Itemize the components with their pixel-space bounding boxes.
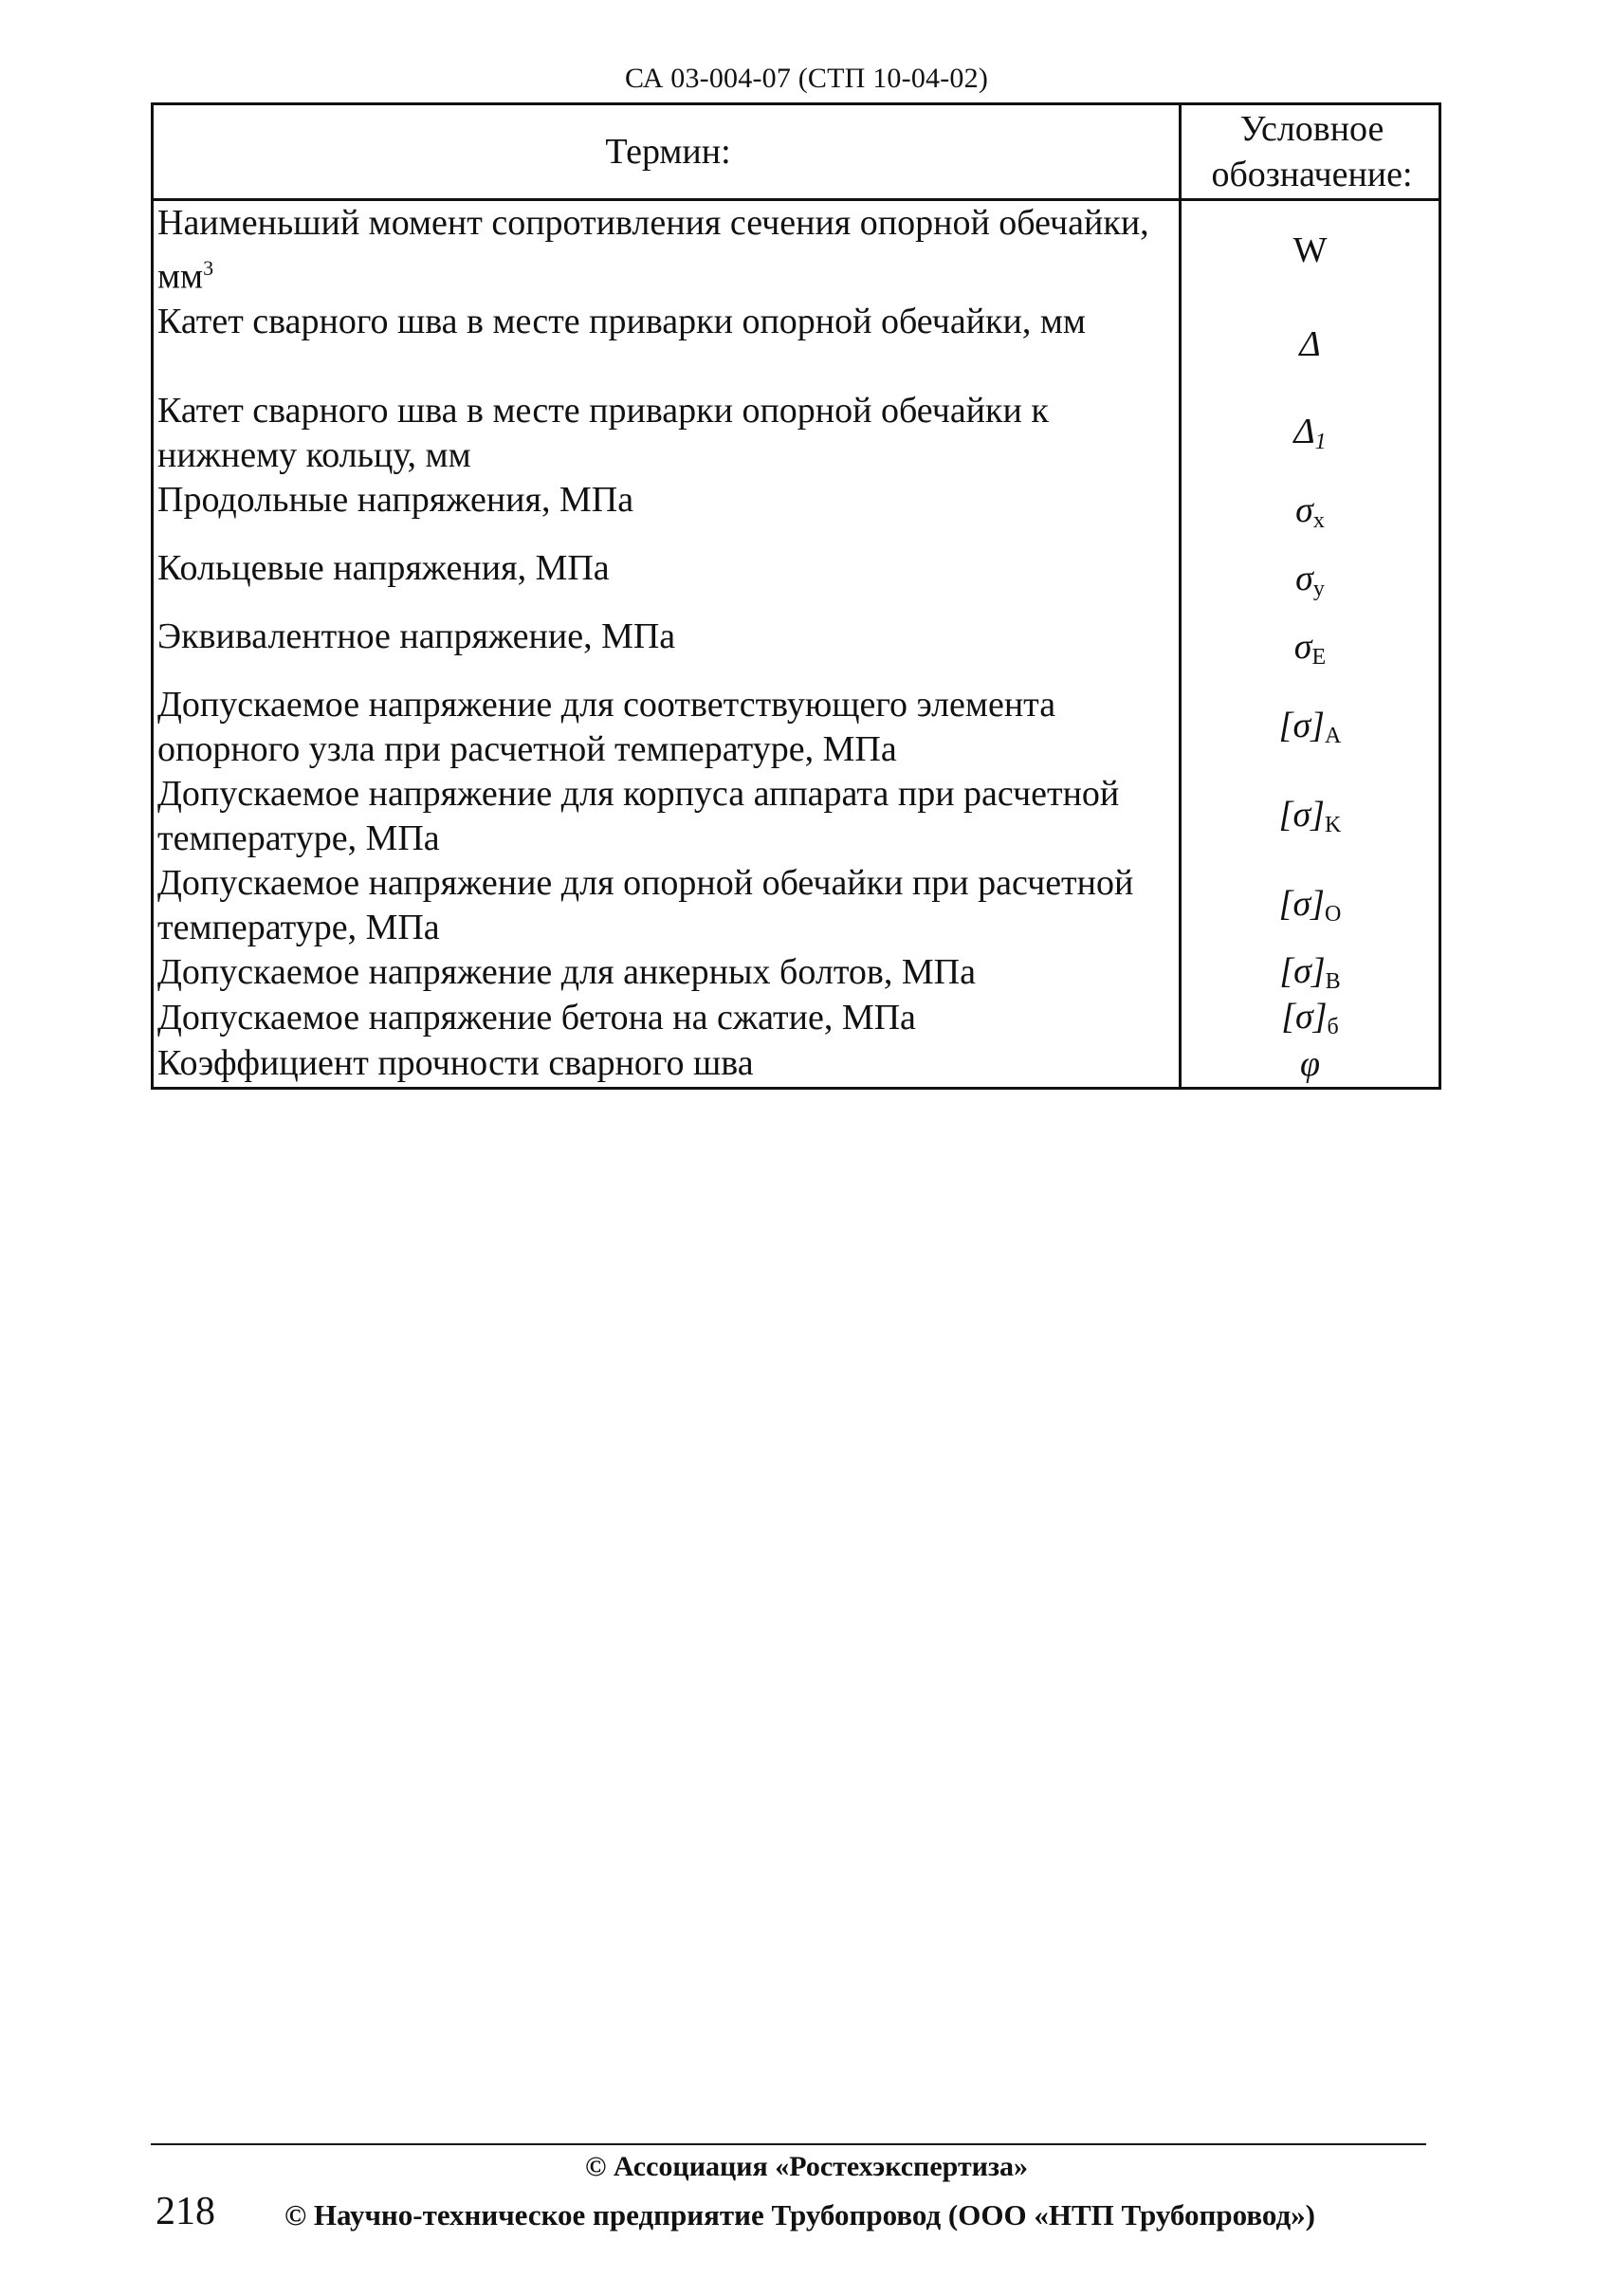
symbol-cell xyxy=(1181,389,1440,478)
symbol-subscript: 1 xyxy=(1314,430,1327,455)
term-cell xyxy=(153,389,1181,478)
column-header-term: Термин: xyxy=(153,104,1181,200)
term-text: Допускаемое напряжение для опорной обечайки при расчетной температуре, МПа xyxy=(157,862,1134,947)
symbol-subscript: A xyxy=(1324,724,1342,749)
symbol-text: [σ] xyxy=(1281,997,1328,1038)
symbol-subscript: O xyxy=(1324,902,1342,928)
table-row xyxy=(153,200,1440,300)
term-cell xyxy=(153,772,1181,861)
document-code: СА 03-004-07 (СТП 10-04-02) xyxy=(624,63,989,94)
term-cell xyxy=(153,996,1181,1041)
symbol-subscript: K xyxy=(1324,813,1342,838)
term-cell xyxy=(153,615,1181,683)
term-cell xyxy=(153,861,1181,950)
symbol-cell xyxy=(1181,861,1440,950)
symbol-subscript: y xyxy=(1312,577,1325,602)
symbol-subscript: B xyxy=(1325,969,1341,995)
term-cell xyxy=(153,478,1181,546)
term-text: Наименьший момент сопротивления сечения опорной обечайки, мм xyxy=(157,203,1149,297)
footer-copyright-company: © Научно-техническое предприятие Трубопровод (ООО «НТП Трубопровод») xyxy=(284,2198,1315,2232)
symbol-text: [σ] xyxy=(1278,706,1325,746)
table-row xyxy=(153,683,1440,772)
symbol-cell xyxy=(1181,546,1440,615)
term-cell xyxy=(153,546,1181,615)
term-cell xyxy=(153,683,1181,772)
table-row xyxy=(153,772,1440,861)
symbol-cell xyxy=(1181,996,1440,1041)
symbol-cell xyxy=(1181,300,1440,389)
symbol-subscript: E xyxy=(1311,645,1327,670)
terms-table xyxy=(151,102,1441,1090)
table-row xyxy=(153,546,1440,615)
table-row xyxy=(153,950,1440,996)
term-text: Допускаемое напряжение бетона на сжатие, МПа xyxy=(157,997,916,1038)
table-row xyxy=(153,861,1440,950)
table-header-row xyxy=(153,104,1440,200)
term-cell xyxy=(153,200,1181,300)
table-row xyxy=(153,389,1440,478)
symbol-cell xyxy=(1181,950,1440,996)
symbol-subscript: x xyxy=(1312,508,1325,534)
symbol-text: Δ xyxy=(1293,412,1315,452)
term-cell xyxy=(153,1041,1181,1089)
symbol-text: [σ] xyxy=(1279,951,1326,992)
symbol-text: σ xyxy=(1295,490,1313,531)
symbol-text: Δ xyxy=(1299,323,1321,364)
term-superscript: 3 xyxy=(203,256,214,280)
symbol-text: φ xyxy=(1299,1043,1321,1084)
page-number: 218 xyxy=(156,2190,215,2233)
table-row xyxy=(153,300,1440,389)
term-text: Катет сварного шва в месте приварки опорной обечайки к нижнему кольцу, мм xyxy=(157,390,1049,475)
symbol-cell xyxy=(1181,615,1440,683)
table-row xyxy=(153,615,1440,683)
symbol-cell xyxy=(1181,200,1440,300)
symbol-text: σ xyxy=(1293,627,1312,668)
footer-copyright-association: © Ассоциация «Ростехэкспертиза» xyxy=(584,2151,1029,2182)
term-cell xyxy=(153,950,1181,996)
symbol-cell xyxy=(1181,683,1440,772)
symbol-text: W xyxy=(1292,230,1328,270)
term-text: Продольные напряжения, МПа xyxy=(157,479,634,520)
term-cell xyxy=(153,300,1181,389)
term-text: Допускаемое напряжение для анкерных болтов, МПа xyxy=(157,951,976,992)
symbol-cell xyxy=(1181,1041,1440,1089)
symbol-text: σ xyxy=(1295,559,1313,599)
term-text: Коэффициент прочности сварного шва xyxy=(157,1042,754,1083)
symbol-text: [σ] xyxy=(1278,884,1325,925)
table-row xyxy=(153,478,1440,546)
symbol-cell xyxy=(1181,478,1440,546)
footer-divider xyxy=(151,2143,1426,2145)
table-row xyxy=(153,996,1440,1041)
symbol-cell xyxy=(1181,772,1440,861)
term-text: Катет сварного шва в месте приварки опорной обечайки, мм xyxy=(157,301,1086,341)
symbol-subscript: б xyxy=(1327,1015,1339,1040)
term-text: Эквивалентное напряжение, МПа xyxy=(157,615,676,656)
table-row xyxy=(153,1041,1440,1089)
symbol-text: [σ] xyxy=(1278,795,1325,836)
column-header-symbol: Условное обозначение: xyxy=(1181,104,1440,200)
term-text: Допускаемое напряжение для корпуса аппарата при расчетной температуре, МПа xyxy=(157,773,1120,858)
term-text: Допускаемое напряжение для соответствующего элемента опорного узла при расчетной температуре, МПа xyxy=(157,684,1056,769)
term-text: Кольцевые напряжения, МПа xyxy=(157,547,610,588)
